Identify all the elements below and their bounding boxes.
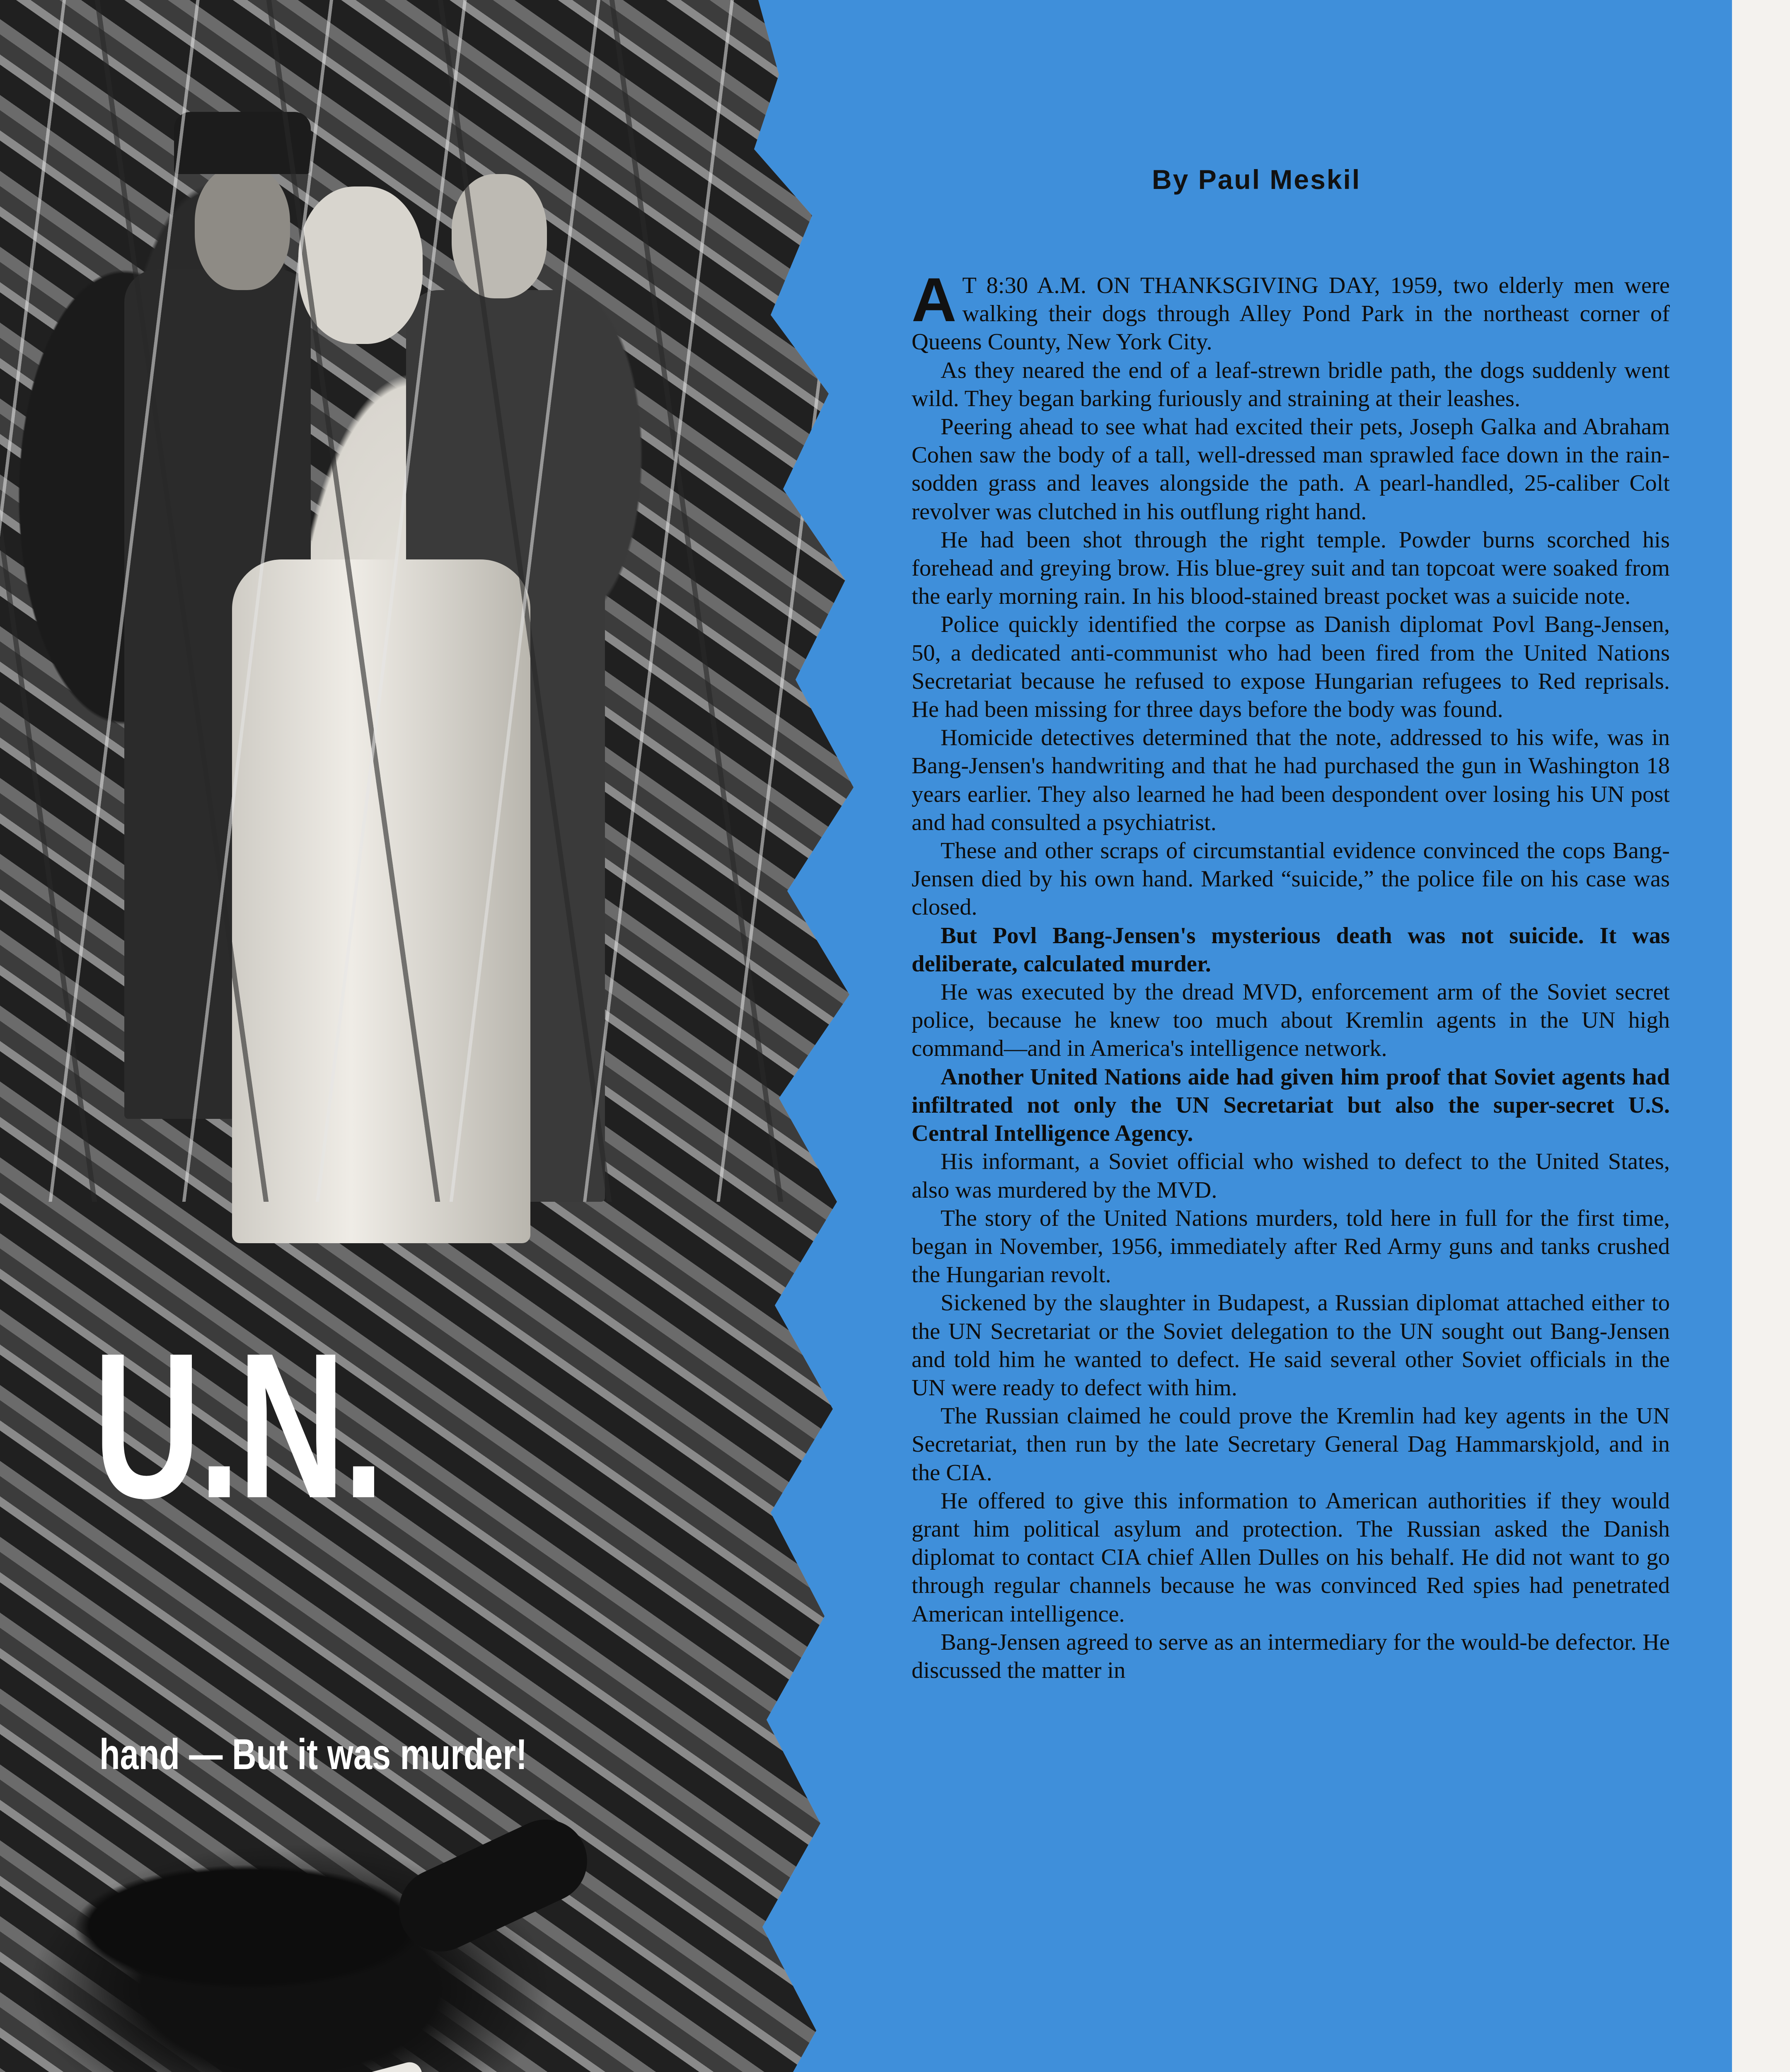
article-paragraph: Police quickly identified the corpse as Danish diplomat Povl Bang-Jensen, 50, a dedicated anti-communist who had been fired from the United Nations Secretariat because he refused to expose Hungarian refugees to Red reprisals. He had been missing for three days before the body was found. xyxy=(912,612,1670,723)
article-paragraph: He had been shot through the right temple. Powder burns scorched his forehead and greying brow. His blue-grey suit and tan topcoat were soaked from the early morning rain. In his blood-stained breast pocket was a suicide note. xyxy=(912,527,1670,610)
article-body xyxy=(912,265,1670,1685)
article-paragraph xyxy=(912,265,1670,356)
article-paragraph: His informant, a Soviet official who wished to defect to the United States, also was murdered by the MVD. xyxy=(912,1149,1670,1203)
article-paragraph: The story of the United Nations murders, told here in full for the first time, began in November, 1956, immediately after Red Army guns and tanks crushed the Hungarian revolt. xyxy=(912,1205,1670,1288)
article-paragraph: Homicide detectives determined that the note, addressed to his wife, was in Bang-Jensen's handwriting and that he had purchased the gun in Washington 18 years earlier. They also learned he had been despondent over losing his UN post and had consulted a psychiatrist. xyxy=(912,725,1670,835)
drop-cap: A xyxy=(912,265,957,334)
article-paragraph: The Russian claimed he could prove the Kremlin had key agents in the UN Secretariat, then run by the late Secretary General Dag Hammarskjold, and in the CIA. xyxy=(912,1403,1670,1486)
article-paragraph: As they neared the end of a leaf-strewn bridle path, the dogs suddenly went wild. They began barking furiously and straining at their leashes. xyxy=(912,357,1670,411)
article-paragraph: Another United Nations aide had given him proof that Soviet agents had infiltrated not only the UN Secretariat but also the super-secret U.S. Central Intelligence Agency. xyxy=(912,1064,1670,1147)
headline: U.N. xyxy=(93,1310,382,1541)
article-paragraph-text: T 8:30 A.M. ON THANKSGIVING DAY, 1959, two elderly men were walking their dogs through Alley Pond Park in the northeast corner of Queens County, New York City. xyxy=(912,273,1670,355)
article-paragraph: Bang-Jensen agreed to serve as an intermediary for the would-be defector. He discussed the matter in xyxy=(912,1629,1670,1683)
article-paragraph: Peering ahead to see what had excited their pets, Joseph Galka and Abraham Cohen saw the body of a tall, well-dressed man sprawled face down in the rain-sodden grass and leaves alongside the path. A pearl-handled, 25-caliber Colt revolver was clutched in his outflung right hand. xyxy=(912,414,1670,525)
article-paragraph: He was executed by the dread MVD, enforcement arm of the Soviet secret police, because he knew too much about Kremlin agents in the UN high command—and in America's intelligence network. xyxy=(912,979,1670,1062)
article-paragraph: Sickened by the slaughter in Budapest, a Russian diplomat attached either to the UN Secretariat or the Soviet delegation to the UN sought out Bang-Jensen and told him he wanted to defect. He said several other Soviet officials in the UN were ready to defect with him. xyxy=(912,1290,1670,1401)
photo-caption: hand — But it was murder! xyxy=(99,1731,527,1779)
byline: By Paul Meskil xyxy=(1152,164,1361,195)
article-paragraph: He offered to give this information to American authorities if they would grant him political asylum and protection. The Russian asked the Danish diplomat to contact CIA chief Allen Dulles on his behalf. He did not want to go through regular channels because he was convinced Red spies had penetrated American intelligence. xyxy=(912,1488,1670,1627)
article-paragraph: These and other scraps of circumstantial evidence convinced the cops Bang-Jensen died by his own hand. Marked “suicide,” the police file on his case was closed. xyxy=(912,838,1670,920)
article-paragraph: But Povl Bang-Jensen's mysterious death was not suicide. It was deliberate, calculated murder. xyxy=(912,922,1670,977)
